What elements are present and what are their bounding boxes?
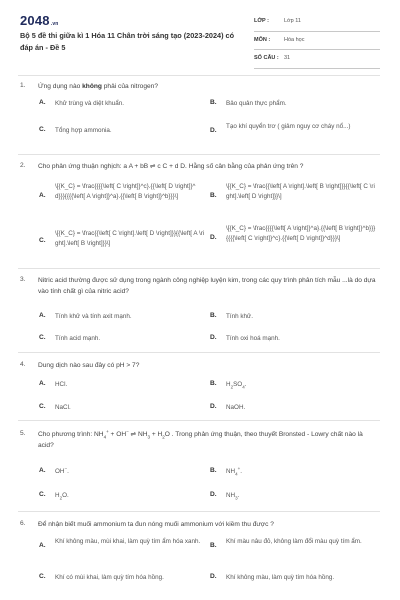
formula-subscript: 4: [242, 384, 245, 390]
meta-value: Lớp 11: [284, 18, 301, 24]
site-logo[interactable]: [20, 13, 59, 28]
option-text: Tạo khí quyển trơ ( giảm nguy cơ cháy nổ...): [226, 123, 351, 130]
question-text: Cho phản ứng thuận nghịch: a A + bB ⇌ c C + d D. Hằng số cân bằng của phản ứng trên ?: [38, 163, 304, 170]
logo-main: 2048: [20, 13, 50, 28]
question-text-part: O . Trong phản ứng thuận, theo thuyết Bronsted - Lowry chất nào là acid?: [38, 431, 363, 449]
option-letter: A.: [39, 99, 46, 106]
option-letter: C.: [39, 573, 46, 580]
formula-part: OH: [55, 468, 65, 475]
formula-subscript: 4: [103, 434, 107, 440]
option-letter: A.: [39, 542, 46, 549]
meta-row-subject: [254, 32, 380, 51]
meta-row-class: [254, 13, 380, 32]
option-text: \[{K_C} = \frac{{\left[ C \right].\left[ D \right]}}{{\left[ A \right].\left[ B \right]}}\]: [55, 230, 205, 247]
option-text: Tổng hợp ammonia.: [55, 127, 112, 134]
option-text: Tính khử.: [226, 313, 253, 320]
option-letter: D.: [210, 573, 217, 580]
option-letter: C.: [39, 237, 46, 244]
option-text: \[{K_C} = \frac{{{{\left[ C \right]}^c}.{{\left[ D \right]}^d}}}{{{{\left[ A \right]}^a}.{{\left[ B \right]}^b}}}\]: [55, 183, 196, 200]
divider: [18, 154, 380, 155]
formula-subscript: 4: [235, 471, 238, 477]
option-letter: B.: [210, 380, 217, 387]
option-letter: A.: [39, 192, 46, 199]
question-text-part: phải của nitrogen?: [101, 83, 159, 90]
option-text: \[{K_C} = \frac{{{{\left[ A \right]}^a}.{{\left[ B \right]}^b}}}{{{{\left[ C \right]}^c}.{{\left[ D \right]}^d}}}\]: [226, 225, 376, 242]
option-text: NaOH.: [226, 404, 246, 411]
formula-subscript: 2: [59, 495, 63, 501]
divider: [18, 511, 380, 512]
question-number: 6.: [20, 520, 26, 527]
meta-value: Hóa học: [284, 36, 305, 43]
meta-key: MÔN :: [254, 36, 271, 43]
option-text: Tính oxi hoá mạnh.: [226, 335, 280, 342]
option-letter: B.: [210, 542, 217, 549]
option-letter: C.: [39, 126, 46, 133]
formula-subscript: 3: [147, 434, 150, 440]
formula-part: NH: [226, 492, 236, 499]
option-letter: B.: [210, 99, 217, 106]
option-letter: D.: [210, 234, 217, 241]
question-number: 4.: [20, 361, 26, 368]
option-letter: A.: [39, 467, 46, 474]
option-letter: C.: [39, 334, 46, 341]
formula-subscript: 2: [162, 434, 165, 440]
meta-row-count: [254, 50, 380, 69]
question-number: 1.: [20, 82, 26, 89]
option-letter: C.: [39, 491, 46, 498]
question-text: Để nhận biết muối ammonium ta đun nóng muối ammonium với kiềm thu được ?: [38, 521, 274, 528]
meta-key: SỐ CÂU :: [254, 55, 279, 61]
question-number: 3.: [20, 276, 26, 283]
option-text: \[{K_C} = \frac{{\left[ A \right].\left[ B \right]}}{{\left[ C \right].\left[ D \right]}}\]: [226, 183, 375, 200]
question-text-part: + H: [150, 431, 163, 438]
question-text-part: Cho phương trình: NH: [38, 431, 104, 438]
logo-suffix: .vn: [50, 21, 59, 27]
question-text-part: + OH: [108, 431, 127, 438]
question-text: Nitric acid thường được sử dụng trong ngành công nghiệp luyện kim, trong các quy trình phân tích mẫu ...là do dựa vào tính chất gì của nitric acid?: [38, 277, 376, 295]
option-letter: A.: [39, 312, 46, 319]
question-text-part: ⇌ NH: [128, 431, 148, 438]
formula-part: .: [67, 468, 69, 475]
option-text: [55, 491, 205, 501]
option-text: Khí màu nâu đỏ, không làm đổi màu quỳ tím ẩm.: [226, 538, 362, 545]
question-text: Dung dịch nào sau đây có pH > 7?: [38, 362, 140, 369]
option-text: Bảo quản thực phẩm.: [226, 100, 287, 107]
divider: [18, 75, 380, 76]
question-text: [38, 82, 378, 93]
option-letter: C.: [39, 403, 46, 410]
question-text: [38, 430, 378, 451]
formula-superscript: −: [64, 465, 68, 471]
formula-part: O.: [62, 492, 69, 499]
option-text: Khử trùng và diệt khuẩn.: [55, 100, 124, 107]
option-letter: A.: [39, 380, 46, 387]
option-letter: D.: [210, 403, 217, 410]
divider: [18, 268, 380, 269]
exam-title: Bộ 5 đề thi giữa kì 1 Hóa 11 Chân trời sáng tạo (2023-2024) có đáp án - Đề 5: [20, 31, 235, 52]
option-text: Khí có mùi khai, làm quỳ tím hóa hồng.: [55, 574, 164, 581]
option-text: Khí không màu, mùi khai, làm quỳ tím ẩm hóa xanh.: [55, 538, 201, 545]
formula-superscript: +: [237, 465, 241, 471]
option-text: Tính khử và tính axit mạnh.: [55, 313, 132, 320]
option-letter: D.: [210, 491, 217, 498]
formula-subscript: 2: [230, 384, 234, 390]
option-letter: B.: [210, 467, 217, 474]
option-text: NaCl.: [55, 404, 71, 411]
formula-part: SO: [233, 381, 243, 388]
meta-key: LỚP :: [254, 18, 269, 24]
formula-part: .: [244, 381, 247, 388]
formula-superscript: −: [126, 428, 129, 434]
option-text: [226, 491, 376, 501]
option-text: Tính acid mạnh.: [55, 335, 101, 342]
option-letter: B.: [210, 192, 217, 199]
question-text-part: Ứng dụng nào: [38, 83, 83, 90]
divider: [18, 420, 380, 421]
formula-part: .: [237, 492, 240, 499]
meta-value: 31: [284, 55, 291, 61]
option-text: [226, 467, 376, 477]
formula-part: H: [226, 381, 231, 388]
option-letter: B.: [210, 312, 217, 319]
question-text-bold: không: [82, 83, 102, 90]
formula-superscript: +: [106, 428, 109, 434]
divider: [18, 352, 380, 353]
option-text: Khí không màu, làm quỳ tím hóa hồng.: [226, 574, 335, 581]
formula-part: H: [55, 492, 60, 499]
formula-part: NH: [226, 468, 236, 475]
option-text: [55, 467, 205, 477]
question-number: 5.: [20, 430, 26, 437]
formula-part: .: [240, 468, 243, 475]
exam-meta: [254, 13, 380, 69]
option-text: [226, 380, 376, 390]
formula-subscript: 3: [235, 495, 238, 501]
option-text: HCl.: [55, 381, 68, 388]
question-number: 2.: [20, 162, 26, 169]
option-letter: D.: [210, 334, 217, 341]
option-letter: D.: [210, 127, 217, 134]
